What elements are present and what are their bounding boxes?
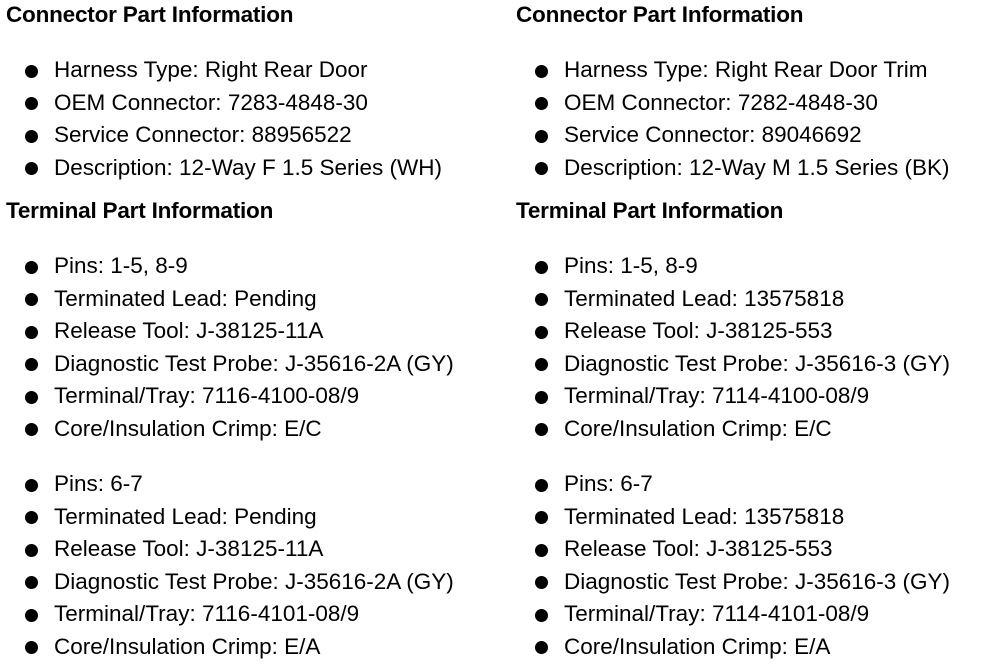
list-item-text: Pins: 1-5, 8-9 [564,253,698,278]
bullet-icon [25,130,38,143]
list-item [6,250,454,283]
list-item-text: OEM Connector: 7282-4848-30 [564,89,878,115]
list-item [6,54,442,87]
bullet-icon [535,293,548,306]
bullet-icon [25,97,38,110]
list-item-text: Release Tool: J-38125-553 [564,318,833,344]
terminal-info-list [6,250,454,446]
list-item [516,119,950,152]
terminal-info-list [6,468,454,664]
connector-part-heading: Connector Part Information [516,2,804,27]
bullet-icon [25,326,38,339]
bullet-icon [25,391,38,404]
list-item [516,315,950,348]
list-item-text: Core/Insulation Crimp: E/C [564,415,832,441]
list-item [6,119,442,152]
bullet-icon [25,609,38,622]
list-item [6,468,454,501]
list-item-text: Harness Type: Right Rear Door [54,57,368,82]
list-item-text: Core/Insulation Crimp: E/C [54,415,322,441]
list-item-text: Release Tool: J-38125-11A [54,536,324,562]
list-item-text: Diagnostic Test Probe: J-35616-3 (GY) [564,350,951,376]
list-item-text: Service Connector: 89046692 [564,122,862,148]
list-item-text: OEM Connector: 7283-4848-30 [54,89,368,115]
list-item [516,631,950,664]
list-item [6,283,454,316]
list-item-text: Service Connector: 88956522 [54,122,352,148]
list-item-text: Harness Type: Right Rear Door Trim [564,57,928,82]
bullet-icon [535,609,548,622]
list-item-text: Terminated Lead: 13575818 [564,503,845,529]
bullet-icon [25,544,38,557]
list-item [516,380,950,413]
list-item-text: Diagnostic Test Probe: J-35616-2A (GY) [54,568,454,594]
list-item-text: Pins: 6-7 [564,471,653,496]
bullet-icon [25,65,38,78]
bullet-icon [535,641,548,654]
list-item [516,152,950,185]
bullet-icon [25,261,38,274]
list-item [6,566,454,599]
list-item-text: Terminal/Tray: 7116-4101-08/9 [54,601,360,627]
bullet-icon [535,423,548,436]
bullet-icon [535,326,548,339]
list-item-text: Pins: 6-7 [54,471,143,496]
list-item-text: Terminal/Tray: 7114-4101-08/9 [564,601,870,627]
connector-info-list [516,54,950,184]
list-item [516,566,950,599]
list-item [516,283,950,316]
terminal-part-heading: Terminal Part Information [6,198,274,223]
list-item [516,501,950,534]
list-item [516,468,950,501]
list-item-text: Description: 12-Way F 1.5 Series (WH) [54,154,443,180]
list-item [6,501,454,534]
bullet-icon [25,479,38,492]
list-item-text: Release Tool: J-38125-553 [564,536,833,562]
bullet-icon [535,576,548,589]
bullet-icon [535,544,548,557]
bullet-icon [535,162,548,175]
list-item-text: Terminated Lead: Pending [54,285,317,311]
bullet-icon [25,423,38,436]
bullet-icon [535,511,548,524]
bullet-icon [535,130,548,143]
connector-part-heading: Connector Part Information [6,2,294,27]
list-item-text: Terminated Lead: Pending [54,503,317,529]
list-item [6,348,454,381]
list-item [6,152,442,185]
list-item-text: Diagnostic Test Probe: J-35616-2A (GY) [54,350,454,376]
list-item [6,87,442,120]
terminal-info-list [516,468,950,664]
bullet-icon [535,391,548,404]
list-item-text: Terminal/Tray: 7114-4100-08/9 [564,383,870,409]
list-item [6,380,454,413]
terminal-part-heading: Terminal Part Information [516,198,784,223]
list-item [6,533,454,566]
bullet-icon [535,479,548,492]
list-item [516,250,950,283]
terminal-info-list [516,250,950,446]
list-item [516,533,950,566]
list-item [6,631,454,664]
list-item-text: Release Tool: J-38125-11A [54,318,324,344]
list-item [516,413,950,446]
list-item-text: Description: 12-Way M 1.5 Series (BK) [564,154,950,180]
list-item-text: Terminated Lead: 13575818 [564,285,845,311]
list-item [6,598,454,631]
bullet-icon [535,358,548,371]
list-item-text: Diagnostic Test Probe: J-35616-3 (GY) [564,568,951,594]
bullet-icon [535,261,548,274]
connector-info-list [6,54,442,184]
list-item-text: Pins: 1-5, 8-9 [54,253,188,278]
list-item-text: Core/Insulation Crimp: E/A [564,633,831,659]
bullet-icon [25,641,38,654]
list-item [516,54,950,87]
list-item [516,348,950,381]
bullet-icon [25,162,38,175]
list-item [516,598,950,631]
bullet-icon [25,293,38,306]
list-item-text: Terminal/Tray: 7116-4100-08/9 [54,383,360,409]
bullet-icon [25,576,38,589]
bullet-icon [535,97,548,110]
bullet-icon [25,358,38,371]
list-item-text: Core/Insulation Crimp: E/A [54,633,321,659]
bullet-icon [535,65,548,78]
list-item [6,315,454,348]
list-item [516,87,950,120]
bullet-icon [25,511,38,524]
list-item [6,413,454,446]
